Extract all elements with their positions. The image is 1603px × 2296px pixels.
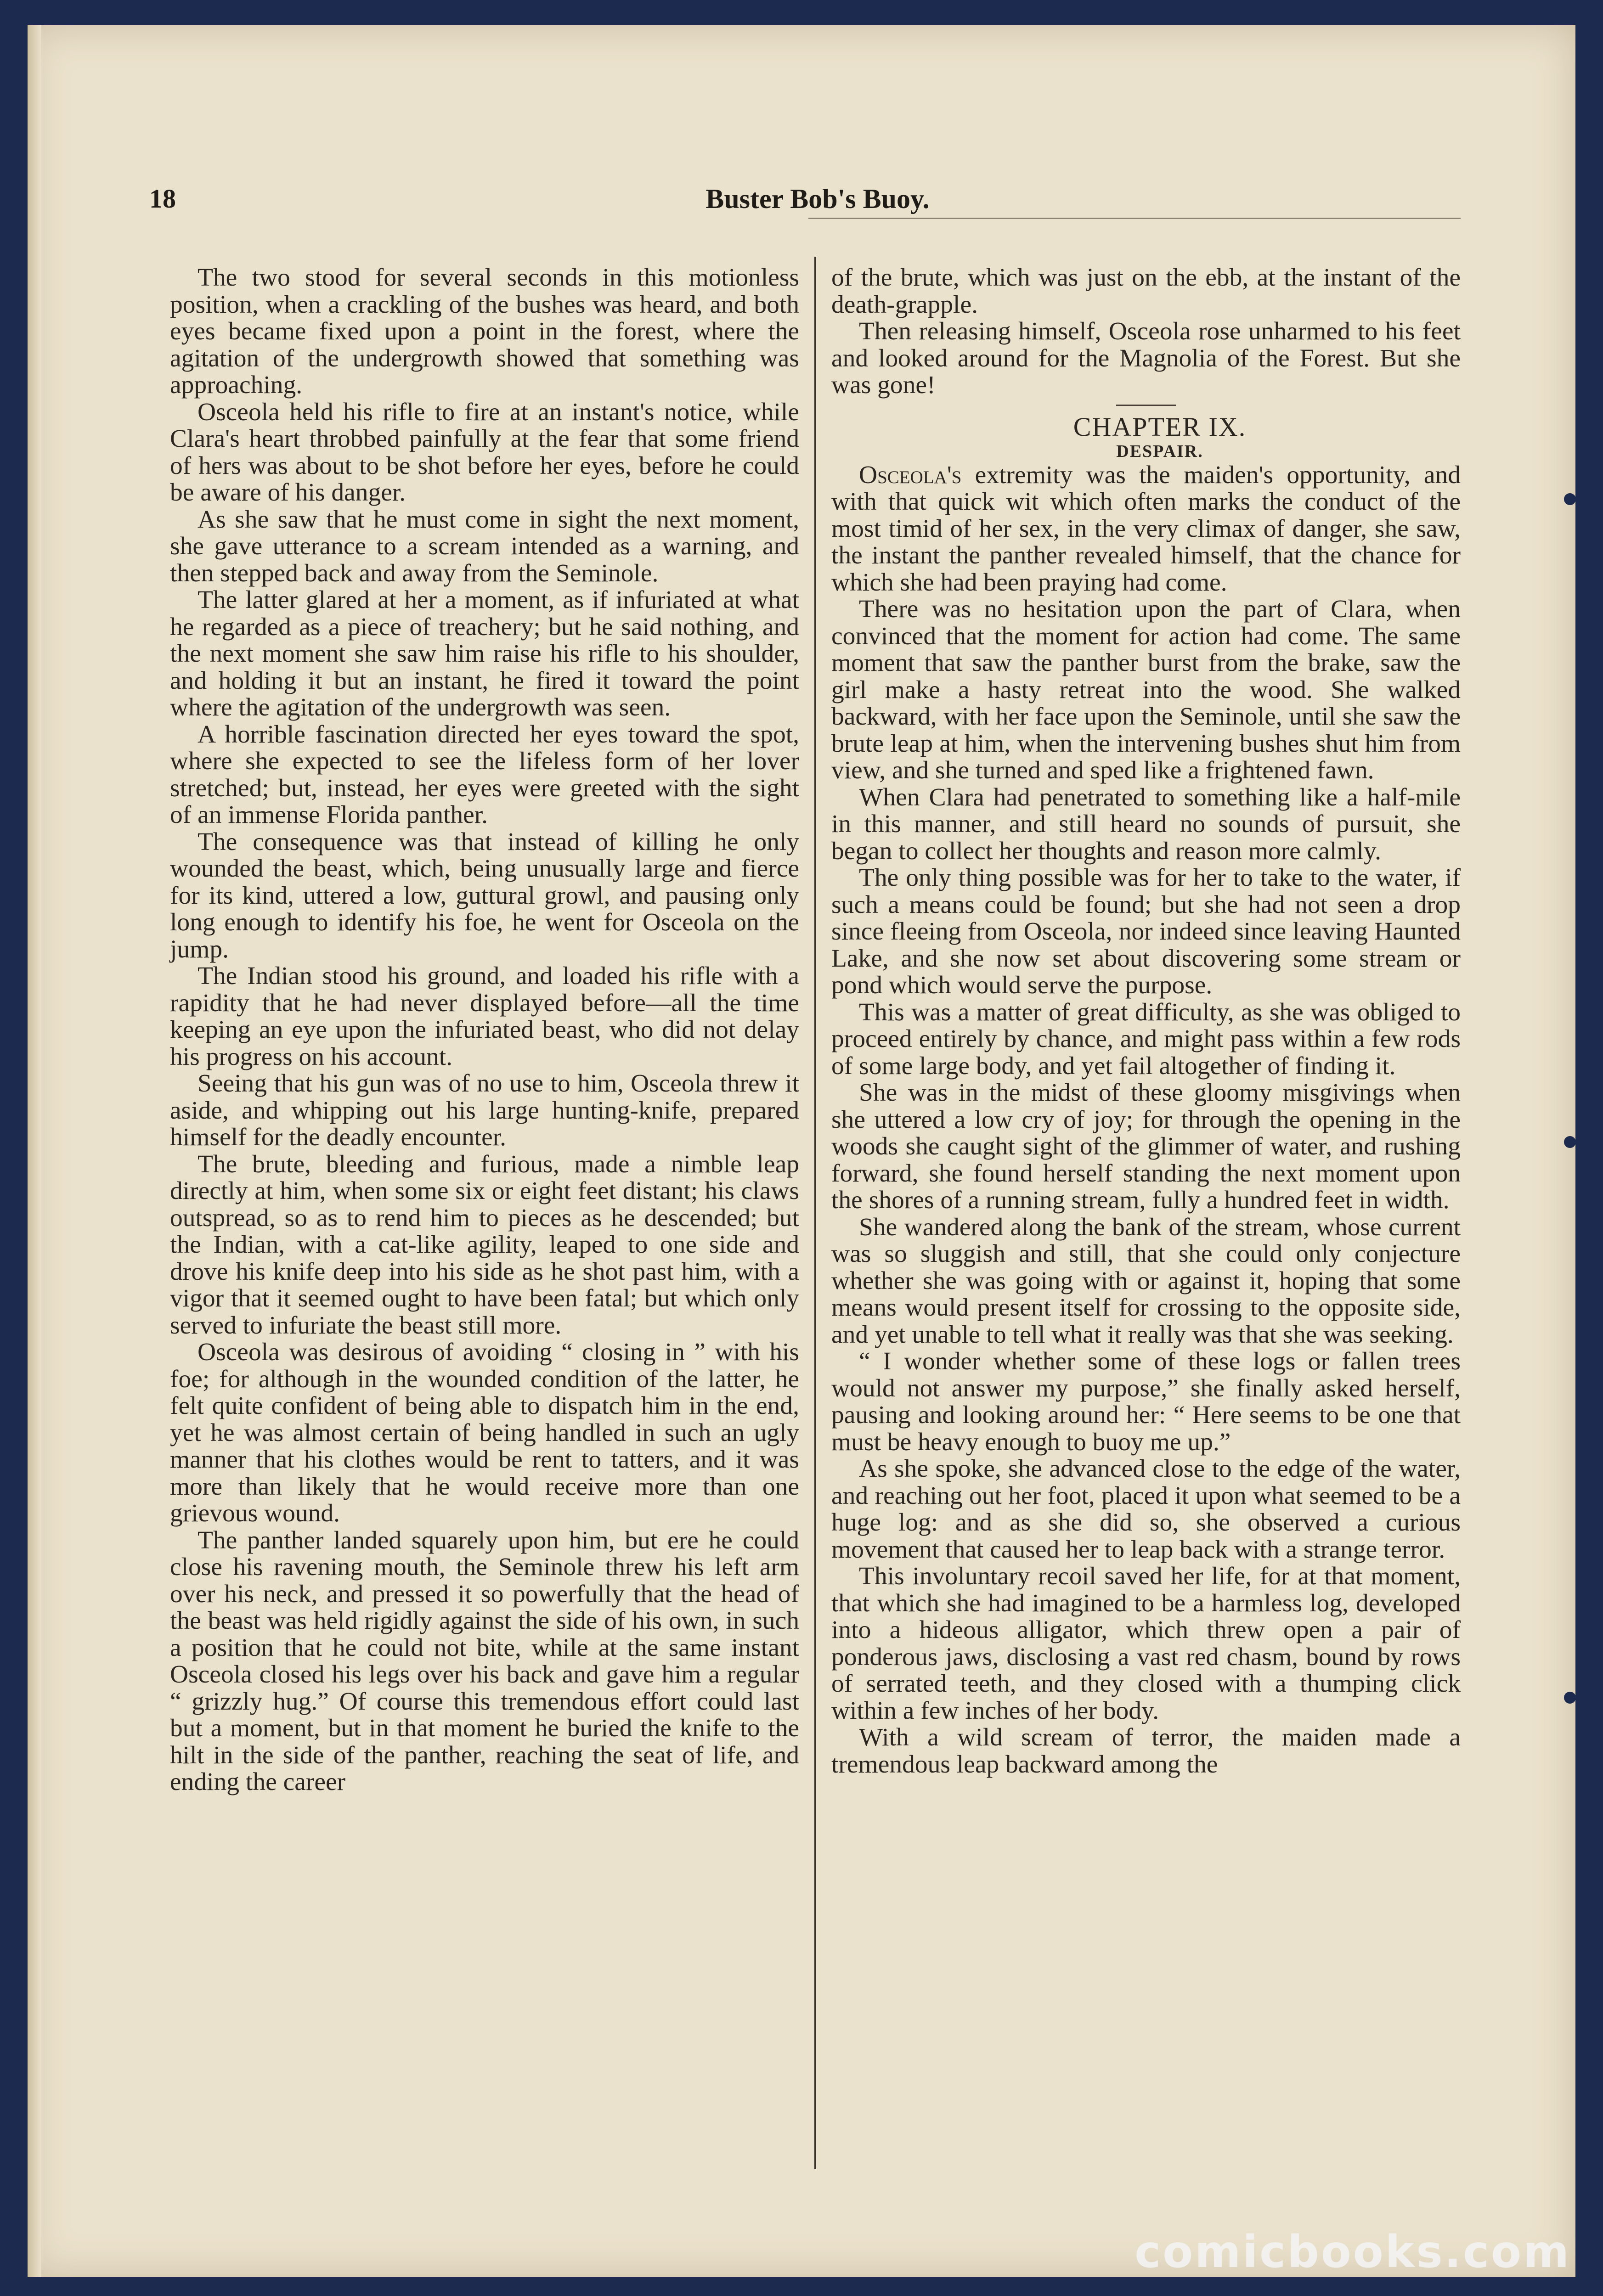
column-divider [814,257,816,2169]
staple-hole [1564,493,1576,505]
paragraph: Osceola held his rifle to fire at an instant's notice, while Clara's heart throbbed painfully at the fear that some friend of hers was about to be shot before her eyes, before he could be aware of his danger. [170,398,799,506]
paragraph: This involuntary recoil saved her life, for at that moment, that which she had imagined to be a harmless log, developed into a hideous alligator, which threw open a pair of ponderous jaws, disclosing a vast red chasm, bound by rows of serrated teeth, and they closed with a thumping click within a few inches of her body. [831,1562,1461,1725]
chapter-title: CHAPTER IX. [1073,411,1247,442]
lead-in-text: extremity was the maiden's opportunity, and with that quick wit which often marks the conduct of the most timid of her sex, in the very climax of danger, she saw, the instant the panther revealed himself, that the chance for which she had been praying had come. [831,461,1461,597]
running-title: Buster Bob's Buoy. [706,184,930,214]
left-text-column [170,264,799,1796]
paragraph: A horrible fascination directed her eyes toward the spot, where she expected to see the lifeless form of her lover stretched; but, instead, her eyes were greeted with the sight of an immense Florida panther. [170,720,799,829]
chapter-rule [1116,405,1176,406]
page-number: 18 [149,184,176,214]
paragraph: She wandered along the bank of the stream, whose current was so sluggish and still, that she could only conjecture whether she was going with or against it, hoping that some means would present itself for crossing to the opposite side, and yet unable to tell what it really was that she was seeking. [831,1213,1461,1349]
paragraph: This was a matter of great difficulty, as she was obliged to proceed entirely by chance, and might pass within a few rods of some large body, and yet fail altogether of finding it. [831,998,1461,1080]
chapter-opening-paragraph [831,462,1461,597]
staple-hole [1564,1692,1576,1704]
paragraph: “ I wonder whether some of these logs or fallen trees would not answer my purpose,” she finally asked herself, pausing and looking around her: “ Here seems to be one that must be heavy enough to buoy me up.” [831,1347,1461,1456]
paragraph: Then releasing himself, Osceola rose unharmed to his feet and looked around for the Magnolia of the Forest. But she was gone! [831,317,1461,399]
paragraph: The brute, bleeding and furious, made a nimble leap directly at him, when some six or eight feet distant; his claws outspread, so as to rend him to pieces as he descended; but the Indian, with a cat-like agility, leaped to one side and drove his knife deep into his side as he shot past him, with a vigor that it seemed ought to have been fatal; but which only served to infuriate the beast still more. [170,1150,799,1339]
paragraph: Osceola was desirous of avoiding “ closing in ” with his foe; for although in the wounded condition of the latter, he felt quite confident of being able to dispatch him in the end, yet he was almost certain of being handled in such an ugly manner that his clothes would be rent to tatters, and it was more than likely that he would receive more than one grievous wound. [170,1338,799,1527]
paragraph: The latter glared at her a moment, as if infuriated at what he regarded as a piece of treachery; but he said nothing, and the next moment she saw him raise his rifle to his shoulder, and holding it but an instant, he fired it toward the point where the agitation of the undergrowth was seen. [170,586,799,721]
header-rule [808,218,1461,219]
paragraph: She was in the midst of these gloomy misgivings when she uttered a low cry of joy; for through the opening in the woods she caught sight of the glimmer of water, and rushing forward, she found herself standing the next moment upon the shores of a running stream, fully a hundred feet in width. [831,1079,1461,1214]
right-text-column [831,264,1461,1778]
paragraph: The two stood for several seconds in this motionless position, when a crackling of the bushes was heard, and both eyes became fixed upon a point in the forest, where the agitation of the undergrowth showed that something was approaching. [170,264,799,399]
paragraph: As she spoke, she advanced close to the edge of the water, and reaching out her foot, placed it upon what seemed to be a huge log: and as she did so, she observed a curious movement that caused her to leap back with a strange terror. [831,1455,1461,1564]
paragraph: There was no hesitation upon the part of Clara, when convinced that the moment for action had come. The same moment that saw the panther burst from the brake, saw the girl make a hasty retreat into the wood. She walked backward, with her face upon the Seminole, until she saw the brute leap at him, when the intervening bushes shut him from view, and she turned and sped like a frightened fawn. [831,595,1461,784]
paragraph: When Clara had penetrated to something like a half-mile in this manner, and still heard no sounds of pursuit, she began to collect her thoughts and reason more calmly. [831,783,1461,865]
lead-in-word: Osceola's [859,461,962,489]
paragraph: The Indian stood his ground, and loaded his rifle with a rapidity that he had never displayed before—all the time keeping an eye upon the infuriated beast, who did not delay his progress on his account. [170,962,799,1071]
paragraph: The only thing possible was for her to take to the water, if such a means could be found; but she had not seen a drop since fleeing from Osceola, nor indeed since leaving Haunted Lake, and she now set about discovering some stream or pond which would serve the purpose. [831,864,1461,999]
paragraph: The consequence was that instead of killing he only wounded the beast, which, being unusually large and fierce for its kind, uttered a low, guttural growl, and pausing only long enough to identify his foe, he went for Osceola on the jump. [170,827,799,963]
site-watermark: comicbooks.com [1135,2226,1571,2278]
book-page [28,25,1575,2277]
paragraph: The panther landed squarely upon him, but ere he could close his ravening mouth, the Seminole threw his left arm over his neck, and pressed it so powerfully that the head of the beast was held rigidly against the side of his own, in such a position that he could not bite, while at the same instant Osceola closed his legs over his back and gave him a regular “ grizzly hug.” Of course this tremendous effort could last but a moment, but in that moment he buried the knife to the hilt in the side of the panther, reaching the seat of life, and ending the career [170,1526,799,1796]
paragraph: Seeing that his gun was of no use to him, Osceola threw it aside, and whipping out his large hunting-knife, prepared himself for the deadly encounter. [170,1069,799,1151]
page-spine-shadow [28,25,41,2277]
paragraph: As she saw that he must come in sight the next moment, she gave utterance to a scream intended as a warning, and then stepped back and away from the Seminole. [170,505,799,587]
staple-hole [1564,1136,1576,1148]
paragraph: With a wild scream of terror, the maiden made a tremendous leap backward among the [831,1723,1461,1778]
paragraph-continued: of the brute, which was just on the ebb, at the instant of the death-grapple. [831,264,1461,319]
chapter-subtitle: DESPAIR. [1116,441,1203,461]
